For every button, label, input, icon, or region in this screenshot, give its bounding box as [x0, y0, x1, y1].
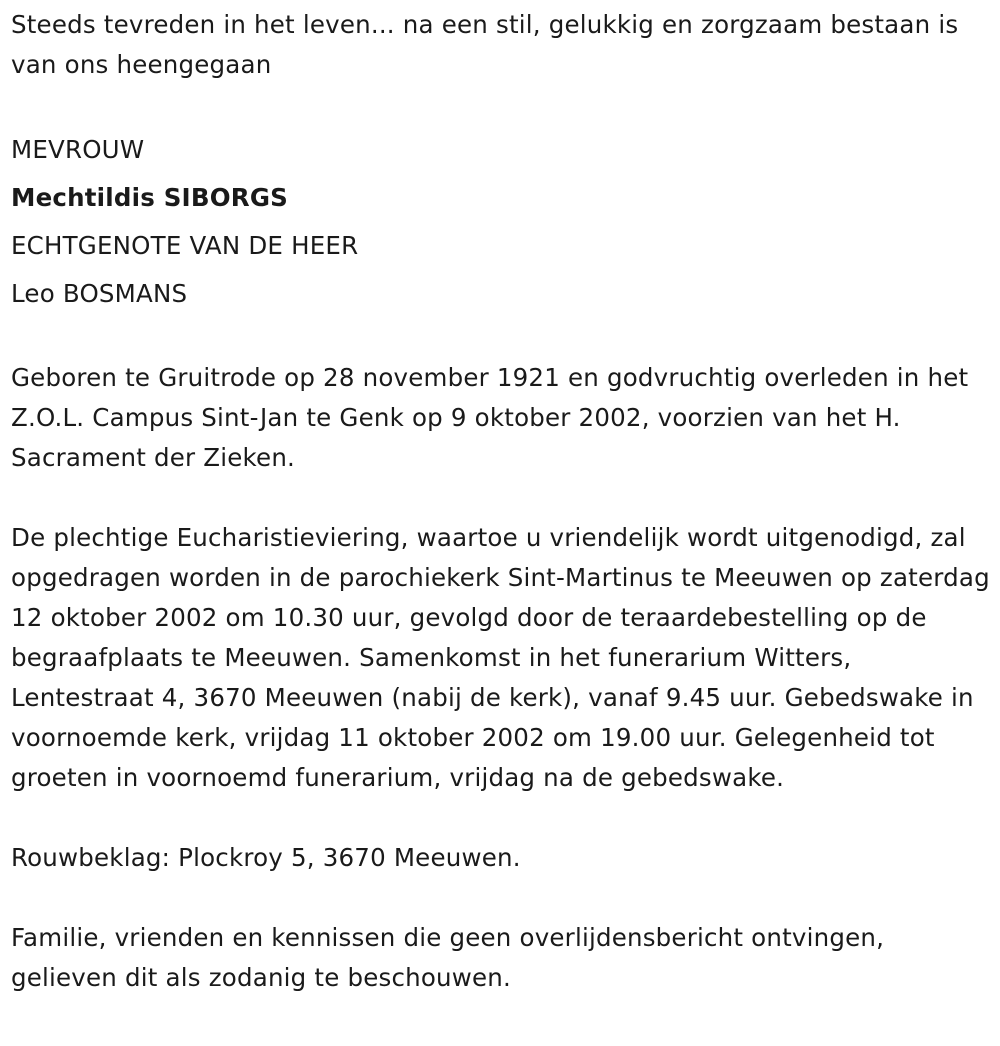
relation-text: ECHTGENOTE VAN DE HEER [11, 231, 359, 260]
birth-death-paragraph: Geboren te Gruitrode op 28 november 1921 en godvruchtig overleden in het Z.O.L. Campus Sint-Jan te Genk op 9 oktober 2002, voorzien van het H. Sacrament der Zieken. [11, 363, 969, 472]
salutation: MEVROUW [11, 135, 145, 164]
ceremony-paragraph: De plechtige Eucharistieviering, waartoe u vriendelijk wordt uitgenodigd, zal opgedragen worden in de parochiekerk Sint-Martinus te Meeuwen op zaterdag 12 oktober 2002 om 10.30 uur, gevolgd door de teraardebestelling op de begraafplaats te Meeuwen. Samenkomst in het funerarium Witters, Lentestraat 4, 3670 Meeuwen (nabij de kerk), vanaf 9.45 uur. Gebedswake in voornoemde kerk, vrijdag 11 oktober 2002 om 19.00 uur. Gelegenheid tot groeten in voornoemd funerarium, vrijdag na de gebedswake. [11, 523, 990, 792]
name-block [11, 125, 996, 318]
obituary-document [11, 0, 996, 998]
condolence-address: Rouwbeklag: Plockroy 5, 3670 Meeuwen. [11, 843, 521, 872]
spacer [11, 318, 996, 358]
intro-text: Steeds tevreden in het leven... na een stil, gelukkig en zorgzaam bestaan is van ons heengegaan [11, 10, 959, 79]
spacer [11, 798, 996, 838]
spacer [11, 878, 996, 918]
spouse-name: Leo BOSMANS [11, 279, 188, 308]
closing-note: Familie, vrienden en kennissen die geen overlijdensbericht ontvingen, gelieven dit als zodanig te beschouwen. [11, 923, 885, 992]
spacer [11, 478, 996, 518]
deceased-name: Mechtildis SIBORGS [11, 183, 288, 212]
spacer [11, 85, 996, 125]
